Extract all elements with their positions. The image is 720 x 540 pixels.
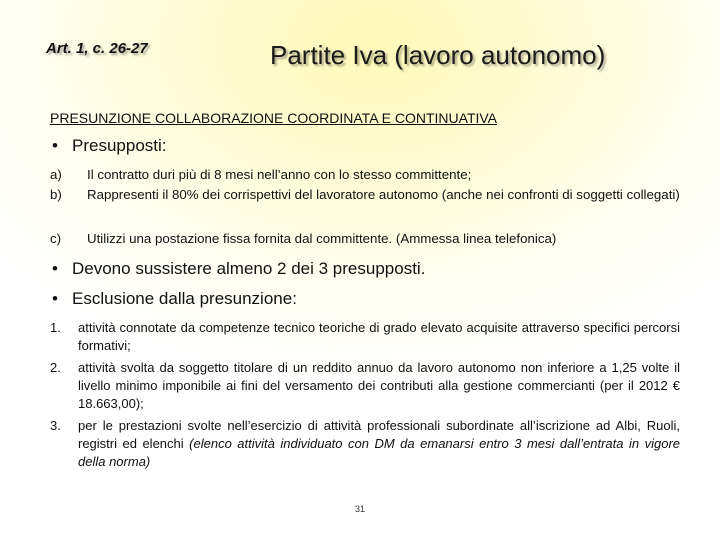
slide-title: Partite Iva (lavoro autonomo) (270, 40, 606, 70)
list-text: Rappresenti il 80% dei corrispettivi del lavoratore autonomo (anche nei confronti di soggetti collegati) (87, 187, 680, 202)
bullet-esclusione (52, 289, 297, 309)
article-reference: Art. 1, c. 26-27 (46, 40, 148, 57)
list-text: attività connotate da competenze tecnico teoriche di grado elevato acquisite attraverso specifici percorsi formativi; (78, 320, 680, 353)
bullet-dot-icon: • (52, 136, 58, 155)
page-number: 31 (355, 504, 366, 514)
list-item (50, 166, 680, 184)
list-marker: c) (50, 231, 62, 246)
list-marker: b) (50, 187, 62, 202)
bullet-label: Esclusione dalla presunzione: (72, 289, 297, 308)
section-subtitle: PRESUNZIONE COLLABORAZIONE COORDINATA E CONTINUATIVA (50, 110, 498, 126)
list-text-italic-note: (elenco attività individuato con DM da emanarsi entro 3 mesi dall’entrata in vigore della norma) (78, 436, 680, 469)
bullet-sussistere (52, 259, 425, 279)
list-marker: a) (50, 167, 62, 182)
bullet-label: Presupposti: (72, 136, 167, 155)
list-text-regular: per le prestazioni svolte nell’esercizio di attività professionali subordinate all’iscrizione ad Albi, Ruoli, registri ed elenchi (78, 418, 680, 451)
list-item (50, 319, 680, 355)
list-item (50, 230, 680, 248)
bullet-dot-icon: • (52, 289, 58, 308)
list-marker: 3. (50, 418, 61, 433)
bullet-dot-icon: • (52, 259, 58, 278)
list-text: Utilizzi una postazione fissa fornita dal committente. (Ammessa linea telefonica) (87, 231, 557, 246)
bullet-presupposti (52, 136, 167, 156)
list-text (78, 417, 680, 471)
list-marker: 2. (50, 360, 61, 375)
list-marker: 1. (50, 320, 61, 335)
bullet-label: Devono sussistere almeno 2 dei 3 presupposti. (72, 259, 426, 278)
list-text: attività svolta da soggetto titolare di un reddito annuo da lavoro autonomo non inferiore a 1,25 volte il livello minimo imponibile ai fini del versamento dei contributi alla gestione commercianti (per il 2012 € 18.663,00); (78, 360, 680, 411)
list-text: Il contratto duri più di 8 mesi nell’anno con lo stesso committente; (87, 167, 472, 182)
list-item (50, 186, 680, 222)
list-item (50, 417, 680, 471)
list-item (50, 359, 680, 413)
